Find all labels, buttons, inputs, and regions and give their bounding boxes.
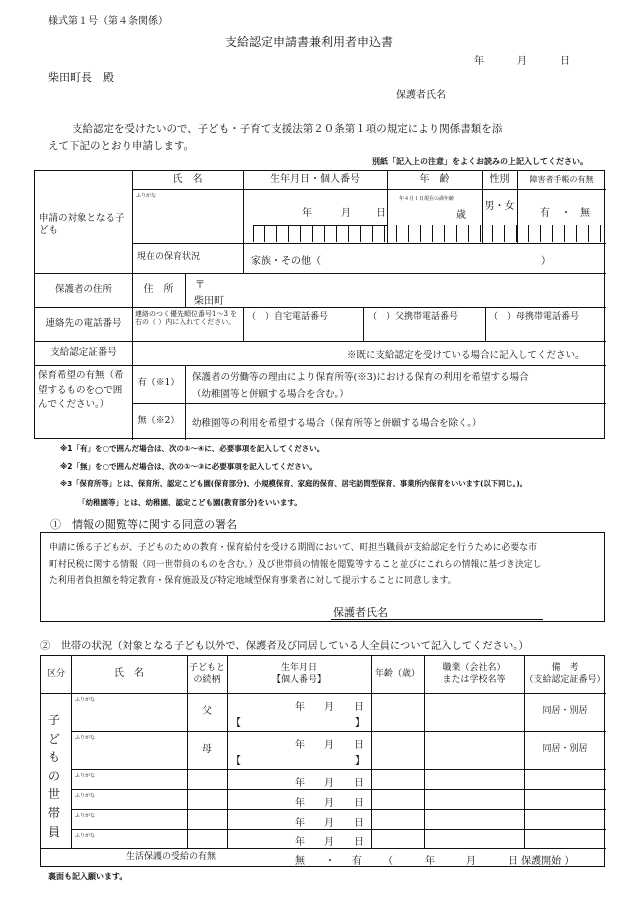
- reverse-note: 裏面も記入願います。: [48, 872, 128, 881]
- relation-mother: 母: [202, 743, 212, 755]
- col-sex-header: 性別: [489, 173, 510, 185]
- note-3: ※3「保育所等」とは、保育所、認定こども園(保育部分)、小規模保育、家庭的保育、居宅訪問型保育、事業所内保育をいいます(以下同じ。)。: [60, 479, 527, 488]
- month-label: 月: [324, 837, 334, 848]
- birth-month-label: 月: [341, 208, 351, 219]
- month-label: 月: [324, 702, 334, 713]
- phone-row-label: 連絡先の電話番号: [45, 318, 122, 330]
- welfare-year: 年: [425, 856, 435, 867]
- care-wish-yes[interactable]: 有（※1）: [137, 378, 180, 389]
- care-wish-yes-desc-1: 保護者の労働等の理由により保育所等(※3)における保育の利用を希望する場合: [192, 372, 529, 383]
- care-wish-yes-desc-2: （幼稚園等と併願する場合を含む。）: [192, 389, 349, 400]
- month-label: 月: [324, 778, 334, 789]
- bracket-open: 【: [231, 756, 241, 767]
- address-label: 住 所: [143, 283, 174, 295]
- day-label: 日: [354, 778, 364, 789]
- disability-no[interactable]: 無: [580, 208, 590, 219]
- welfare-start: 日 保護開始 ）: [508, 856, 575, 867]
- date-day-label: 日: [560, 56, 570, 67]
- care-wish-no[interactable]: 無（※2）: [137, 415, 180, 426]
- application-table: [34, 170, 605, 439]
- address-field[interactable]: [235, 274, 605, 306]
- furigana-label: ふりがな: [75, 793, 96, 799]
- intro-line-2: えて下記のとおり申請します。: [48, 140, 195, 152]
- consent-box: [40, 532, 605, 622]
- col-member-age-header: 年齢（歳）: [374, 668, 420, 679]
- household-table: [40, 655, 605, 867]
- year-label: 年: [295, 778, 305, 789]
- col-notes-header: 備 考 （支給認定証番号）: [524, 663, 606, 685]
- consent-sign-label: 保護者氏名: [333, 606, 388, 619]
- col-age-header: 年 齢: [419, 173, 450, 185]
- day-label: 日: [354, 702, 364, 713]
- year-label: 年: [295, 798, 305, 809]
- furigana-label: ふりがな: [75, 697, 96, 703]
- phone-father-label[interactable]: （ ）父携帯電話番号: [368, 312, 459, 322]
- col-relation-header: 子どもと の続柄: [188, 663, 225, 685]
- col-birth-header: 生年月日・個人番号: [270, 173, 360, 185]
- day-label: 日: [354, 818, 364, 829]
- cert-number-label: 支給認定証番号: [50, 347, 117, 359]
- year-label: 年: [295, 837, 305, 848]
- welfare-label: 生活保護の受給の有無: [125, 852, 216, 863]
- care-status-value[interactable]: 家族・その他（: [251, 256, 321, 267]
- subject-child-label: 申請の対象となる子ども: [39, 213, 125, 236]
- consent-line-2: 町村民税に関する情報（同一世帯員のものを含む。）及び世帯員の情報を閲覧等すること並びにこれらの情報に基づき決定し: [49, 560, 542, 570]
- welfare-month: 月: [466, 856, 476, 867]
- col-category-header: 区分: [46, 668, 65, 679]
- cohabit-father[interactable]: 同居・別居: [542, 706, 588, 717]
- consent-sign-line[interactable]: [331, 619, 543, 620]
- date-year-label: 年: [474, 56, 484, 67]
- welfare-none[interactable]: 無: [295, 856, 305, 867]
- year-label: 年: [295, 702, 305, 713]
- care-wish-no-desc: 幼稚園等の利用を希望する場合（保育所等と併願する場合を除く。）: [192, 418, 482, 429]
- postal-mark: 〒: [195, 280, 205, 291]
- month-label: 月: [324, 818, 334, 829]
- addressee: 柴田町長 殿: [48, 71, 114, 84]
- note-4: 「幼稚園等」とは、幼稚園、認定こども園(教育部分)をいいます。: [78, 498, 302, 507]
- intro-line-1: 支給認定を受けたいので、子ども・子育て支援法第２０条第１項の規定により関係書類を添: [72, 123, 503, 135]
- month-label: 月: [324, 740, 334, 751]
- col-member-birth-header: 生年月日 【個人番号】: [271, 663, 326, 685]
- page-title: 支給認定申請書兼利用者申込書: [225, 35, 394, 49]
- day-label: 日: [354, 837, 364, 848]
- age-note: 年４月１日現在の満年齢: [399, 196, 455, 202]
- disability-yes[interactable]: 有: [540, 208, 550, 219]
- day-label: 日: [354, 798, 364, 809]
- birth-day-label: 日: [376, 208, 386, 219]
- care-status-label: 現在の保育状況: [137, 252, 201, 263]
- town-label: 柴田町: [194, 296, 224, 307]
- disability-separator: ・: [561, 208, 571, 219]
- welfare-yes[interactable]: 有: [352, 856, 362, 867]
- welfare-separator: ・: [325, 856, 335, 867]
- bracket-open: 【: [231, 718, 241, 729]
- furigana-label: ふりがな: [75, 773, 96, 779]
- day-label: 日: [354, 740, 364, 751]
- address-row-label: 保護者の住所: [54, 284, 112, 296]
- child-name-field[interactable]: [133, 199, 242, 242]
- furigana-label: ふりがな: [75, 833, 96, 839]
- year-label: 年: [295, 818, 305, 829]
- form-number: 様式第１号（第４条関係）: [48, 16, 168, 27]
- age-unit: 歳: [456, 210, 466, 221]
- note-1: ※1「有」を○で囲んだ場合は、次の①～④に、必要事項を記入してください。: [60, 444, 325, 453]
- notice: 別紙「記入上の注意」をよくお読みの上記入してください。: [372, 157, 588, 166]
- month-label: 月: [324, 798, 334, 809]
- care-status-close: ）: [541, 256, 551, 267]
- welfare-paren-open: （: [383, 856, 393, 867]
- category-value: 子どもの世帯員: [48, 713, 61, 839]
- relation-father: 父: [202, 705, 212, 717]
- phone-mother-label[interactable]: （ ）母携帯電話番号: [489, 312, 580, 322]
- section2-heading: ② 世帯の状況（対象となる子ども以外で、保護者及び同居している人全員について記入してください。）: [40, 640, 529, 652]
- phone-priority-note: 連絡のつく優先順位番号1～3 を右の（ ）内に入れてください。: [135, 310, 238, 327]
- consent-line-1: 申請に係る子どもが、子どものための教育・保育給付を受ける期間において、町担当職員が支給認定を行うために必要な市: [49, 543, 537, 553]
- personal-number-boxes[interactable]: [253, 225, 601, 242]
- col-member-name-header: 氏 名: [114, 668, 144, 680]
- sex-field[interactable]: 男・女: [484, 200, 515, 212]
- guardian-name-label: 保護者氏名: [396, 90, 446, 101]
- furigana-label: ふりがな: [75, 813, 96, 819]
- furigana-label: ふりがな: [75, 735, 96, 741]
- date-month-label: 月: [517, 56, 527, 67]
- furigana-label: ふりがな: [136, 193, 157, 199]
- col-disability-header: 障害者手帳の有無: [529, 175, 594, 184]
- consent-line-3: た利用者負担額を特定教育・保育施設及び特定地域型保育事業者に対して提示することに同意します。: [49, 576, 457, 586]
- bracket-close: 】: [355, 718, 365, 729]
- col-name-header: 氏 名: [172, 173, 203, 185]
- section1-heading: ① 情報の閲覧等に関する同意の署名: [50, 518, 237, 531]
- birth-year-label: 年: [302, 208, 312, 219]
- cert-number-note: ※既に支給認定を受けている場合に記入してください。: [347, 350, 585, 361]
- cohabit-mother[interactable]: 同居・別居: [542, 744, 588, 755]
- col-job-header: 職業（会社名） または学校名等: [442, 663, 506, 685]
- phone-home-label[interactable]: （ ）自宅電話番号: [247, 312, 329, 322]
- care-wish-label: 保育希望の有無（希望するものを○で囲んでください。）: [38, 370, 124, 411]
- note-2: ※2「無」を○で囲んだ場合は、次の①～③に必要事項を記入してください。: [60, 462, 317, 471]
- year-label: 年: [295, 740, 305, 751]
- bracket-close: 】: [355, 756, 365, 767]
